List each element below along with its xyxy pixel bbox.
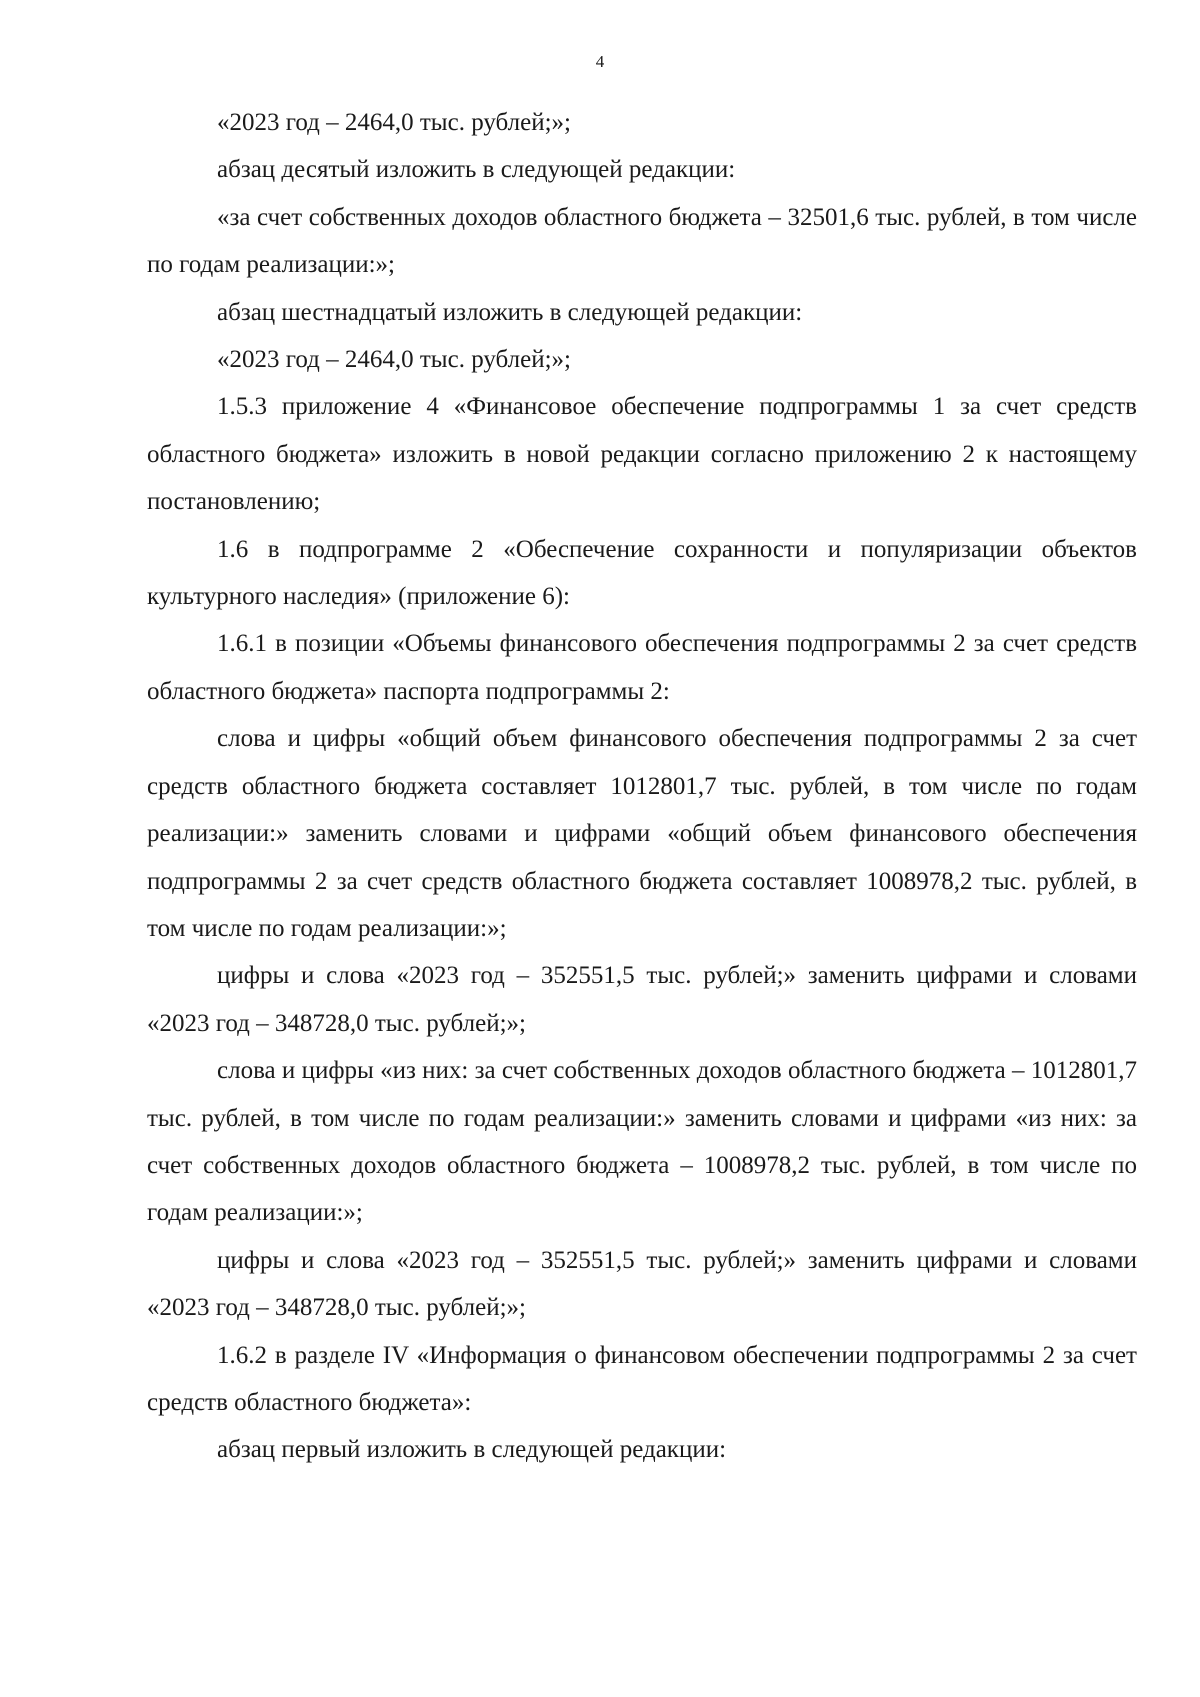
paragraph: «2023 год – 2464,0 тыс. рублей;»; [217, 109, 571, 136]
paragraph: абзац шестнадцатый изложить в следующей редакции: [217, 298, 803, 326]
paragraph: 1.5.3 приложение 4 «Финансовое обеспечение подпрограммы 1 за счет средств областного бюджета» изложить в новой редакции согласно приложению 2 к настоящему постановлению; [147, 393, 1137, 516]
paragraph: цифры и слова «2023 год – 352551,5 тыс. рублей;» заменить цифрами и словами «2023 год – 348728,0 тыс. рублей;»; [147, 1246, 1137, 1322]
paragraph: «2023 год – 2464,0 тыс. рублей;»; [217, 346, 571, 374]
document-body [147, 99, 1137, 1474]
paragraph: слова и цифры «общий объем финансового обеспечения подпрограммы 2 за счет средств областного бюджета составляет 1012801,7 тыс. рублей, в том числе по годам реализации:» заменить словами и цифрами «общий объем финансового обеспечения подпрограммы 2 за счет средств областного бюджета составляет 1008978,2 тыс. рублей, в том числе по годам реализации:»; [147, 725, 1137, 942]
paragraph: абзац первый изложить в следующей редакции: [217, 1436, 727, 1464]
paragraph: 1.6 в подпрограмме 2 «Обеспечение сохранности и популяризации объектов культурного наследия» (приложение 6): [147, 535, 1137, 611]
page-number: 4 [595, 52, 605, 71]
paragraph: 1.6.2 в разделе IV «Информация о финансовом обеспечении подпрограммы 2 за счет средств областного бюджета»: [147, 1341, 1137, 1416]
paragraph: абзац десятый изложить в следующей редакции: [217, 156, 736, 184]
paragraph: «за счет собственных доходов областного бюджета – 32501,6 тыс. рублей, в том числе по годам реализации:»; [147, 203, 1137, 279]
paragraph: слова и цифры «из них: за счет собственных доходов областного бюджета – 1012801,7 тыс. рублей, в том числе по годам реализации:» заменить словами и цифрами «из них: за счет собственных доходов областного бюджета – 1008978,2 тыс. рублей, в том числе по годам реализации:»; [147, 1057, 1137, 1227]
paragraph: 1.6.1 в позиции «Объемы финансового обеспечения подпрограммы 2 за счет средств областного бюджета» паспорта подпрограммы 2: [147, 630, 1137, 705]
paragraph: цифры и слова «2023 год – 352551,5 тыс. рублей;» заменить цифрами и словами «2023 год – 348728,0 тыс. рублей;»; [147, 962, 1137, 1037]
